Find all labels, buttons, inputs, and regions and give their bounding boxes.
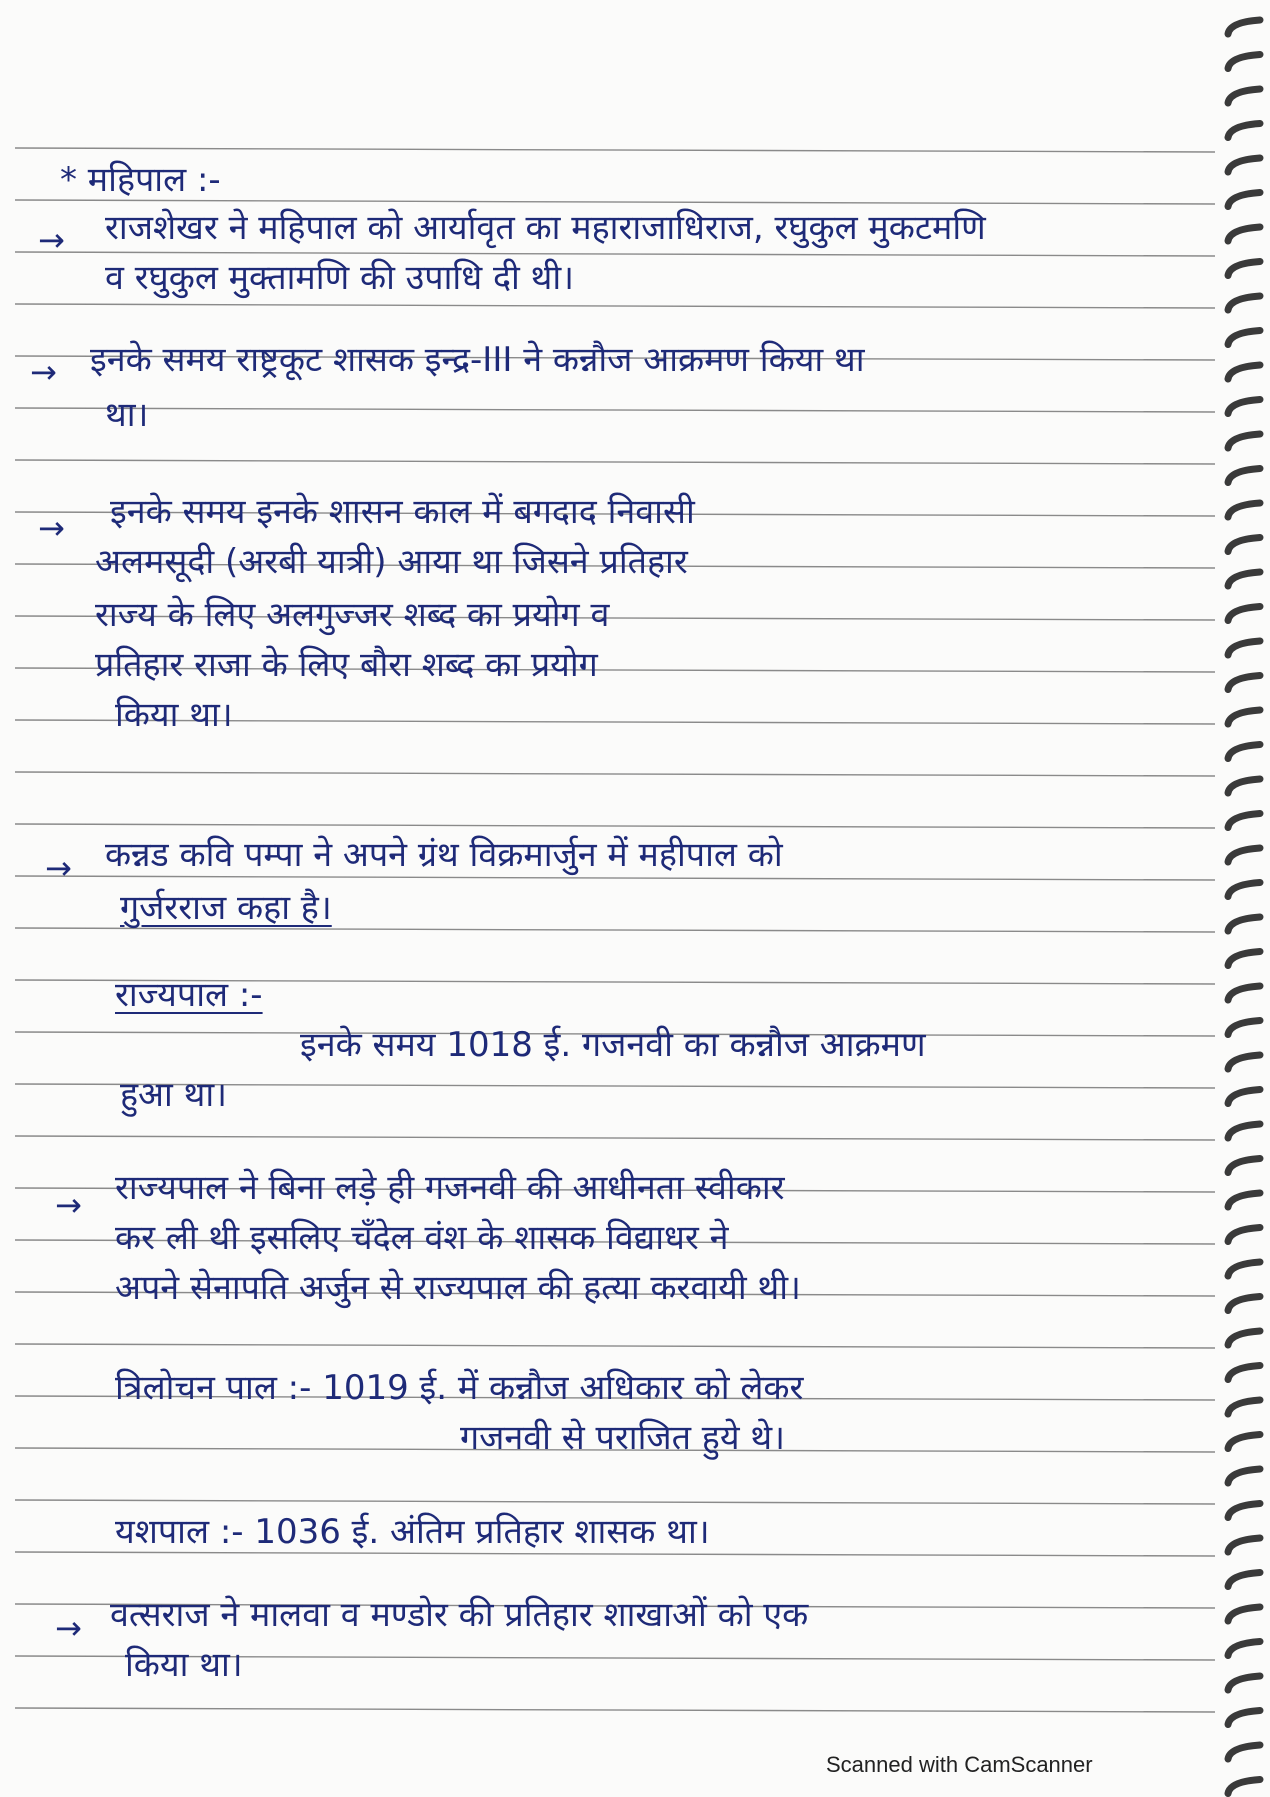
spiral-ring bbox=[1228, 814, 1260, 828]
spiral-ring bbox=[1228, 641, 1260, 655]
note-line: हुआ था। bbox=[120, 1075, 228, 1115]
note-line: इनके समय 1018 ई. गजनवी का कन्नौज आक्रमण bbox=[300, 1025, 926, 1065]
spiral-ring bbox=[1228, 572, 1260, 586]
note-line: किया था। bbox=[115, 695, 233, 735]
spiral-ring bbox=[1228, 1055, 1260, 1069]
note-line: राज्य के लिए अलगुज्जर शब्द का प्रयोग व bbox=[95, 595, 610, 635]
note-line: कन्नड कवि पम्पा ने अपने ग्रंथ विक्रमार्जुन में महीपाल को bbox=[105, 835, 783, 875]
rule-line bbox=[15, 824, 1215, 828]
spiral-ring bbox=[1228, 538, 1260, 552]
spiral-ring bbox=[1228, 883, 1260, 897]
spiral-ring bbox=[1228, 1262, 1260, 1276]
note-line: राजशेखर ने महिपाल को आर्यावृत का महाराजाधिराज, रघुकुल मुकटमणि bbox=[105, 208, 986, 248]
spiral-ring bbox=[1228, 158, 1260, 172]
note-line: कर ली थी इसलिए चँदेल वंश के शासक विद्याधर ने bbox=[115, 1218, 729, 1258]
spiral-ring bbox=[1228, 1228, 1260, 1242]
heading-yashpal: यशपाल :- 1036 ई. अंतिम प्रतिहार शासक था। bbox=[115, 1512, 710, 1552]
spiral-ring bbox=[1228, 89, 1260, 103]
spiral-ring bbox=[1228, 848, 1260, 862]
rule-line bbox=[15, 252, 1215, 256]
spiral-ring bbox=[1228, 1469, 1260, 1483]
note-line: वत्सराज ने मालवा व मण्डोर की प्रतिहार शाखाओं को एक bbox=[110, 1595, 809, 1635]
spiral-ring bbox=[1228, 296, 1260, 310]
note-line: किया था। bbox=[125, 1645, 243, 1685]
spiral-ring bbox=[1228, 469, 1260, 483]
note-line: इनके समय इनके शासन काल में बगदाद निवासी bbox=[110, 492, 695, 532]
spiral-ring bbox=[1228, 1159, 1260, 1173]
spiral-ring bbox=[1228, 676, 1260, 690]
rule-line bbox=[15, 928, 1215, 932]
note-line: अलमसूदी (अरबी यात्री) आया था जिसने प्रतिहार bbox=[95, 542, 688, 582]
spiral-ring bbox=[1228, 779, 1260, 793]
spiral-ring bbox=[1228, 1297, 1260, 1311]
rule-line bbox=[15, 304, 1215, 308]
arrow-icon: → bbox=[30, 353, 57, 391]
arrow-icon: → bbox=[38, 509, 65, 547]
spiral-ring bbox=[1228, 917, 1260, 931]
spiral-ring bbox=[1228, 1607, 1260, 1621]
spiral-ring bbox=[1228, 1435, 1260, 1449]
rule-line bbox=[15, 200, 1215, 204]
spiral-ring bbox=[1228, 1711, 1260, 1725]
rule-line bbox=[15, 408, 1215, 412]
spiral-ring bbox=[1228, 986, 1260, 1000]
arrow-icon: → bbox=[45, 849, 72, 887]
spiral-ring bbox=[1228, 124, 1260, 138]
rule-line bbox=[15, 1500, 1215, 1504]
rule-line bbox=[15, 148, 1215, 152]
heading-rajyapal: राज्यपाल :- bbox=[115, 975, 263, 1015]
rule-line bbox=[15, 1552, 1215, 1556]
rule-line bbox=[15, 460, 1215, 464]
rule-line bbox=[15, 1708, 1215, 1712]
heading-mahipal: * महिपाल :- bbox=[60, 160, 221, 200]
spiral-ring bbox=[1228, 1124, 1260, 1138]
spiral-ring bbox=[1228, 20, 1260, 34]
spiral-ring bbox=[1228, 1366, 1260, 1380]
spiral-ring bbox=[1228, 1573, 1260, 1587]
spiral-ring bbox=[1228, 1780, 1260, 1794]
note-line: गजनवी से पराजित हुये थे। bbox=[460, 1418, 785, 1458]
rule-line bbox=[15, 772, 1215, 776]
note-line: अपने सेनापति अर्जुन से राज्यपाल की हत्या करवायी थी। bbox=[115, 1268, 801, 1308]
spiral-ring bbox=[1228, 55, 1260, 69]
spiral-ring bbox=[1228, 952, 1260, 966]
spiral-binding bbox=[1220, 0, 1270, 1797]
note-line: था। bbox=[105, 395, 149, 435]
arrow-icon: → bbox=[38, 221, 65, 259]
spiral-ring bbox=[1228, 365, 1260, 379]
spiral-ring bbox=[1228, 1745, 1260, 1759]
spiral-ring bbox=[1228, 434, 1260, 448]
spiral-ring bbox=[1228, 1193, 1260, 1207]
spiral-ring bbox=[1228, 193, 1260, 207]
note-line: व रघुकुल मुक्तामणि की उपाधि दी थी। bbox=[105, 258, 575, 298]
spiral-ring bbox=[1228, 1400, 1260, 1414]
spiral-ring bbox=[1228, 503, 1260, 517]
arrow-icon: → bbox=[55, 1609, 82, 1647]
rule-line bbox=[15, 1136, 1215, 1140]
rule-line bbox=[15, 876, 1215, 880]
heading-trilochanpal: त्रिलोचन पाल :- 1019 ई. में कन्नौज अधिकार को लेकर bbox=[115, 1368, 804, 1408]
spiral-ring bbox=[1228, 262, 1260, 276]
spiral-ring bbox=[1228, 227, 1260, 241]
spiral-ring bbox=[1228, 1504, 1260, 1518]
arrow-icon: → bbox=[55, 1186, 82, 1224]
note-line: गुर्जरराज कहा है। bbox=[120, 888, 332, 928]
spiral-ring bbox=[1228, 1090, 1260, 1104]
scanner-watermark: Scanned with CamScanner bbox=[826, 1752, 1093, 1777]
spiral-ring bbox=[1228, 607, 1260, 621]
note-line: राज्यपाल ने बिना लड़े ही गजनवी की आधीनता स्वीकार bbox=[115, 1168, 785, 1208]
spiral-ring bbox=[1228, 1021, 1260, 1035]
spiral-ring bbox=[1228, 745, 1260, 759]
spiral-ring bbox=[1228, 710, 1260, 724]
spiral-ring bbox=[1228, 1331, 1260, 1345]
note-line: इनके समय राष्ट्रकूट शासक इन्द्र-III ने कन्नौज आक्रमण किया था bbox=[90, 340, 865, 380]
note-line: प्रतिहार राजा के लिए बौरा शब्द का प्रयोग bbox=[95, 645, 598, 685]
rule-line bbox=[15, 1344, 1215, 1348]
spiral-ring bbox=[1228, 331, 1260, 345]
spiral-ring bbox=[1228, 1642, 1260, 1656]
spiral-ring bbox=[1228, 1676, 1260, 1690]
spiral-ring bbox=[1228, 400, 1260, 414]
spiral-ring bbox=[1228, 1538, 1260, 1552]
